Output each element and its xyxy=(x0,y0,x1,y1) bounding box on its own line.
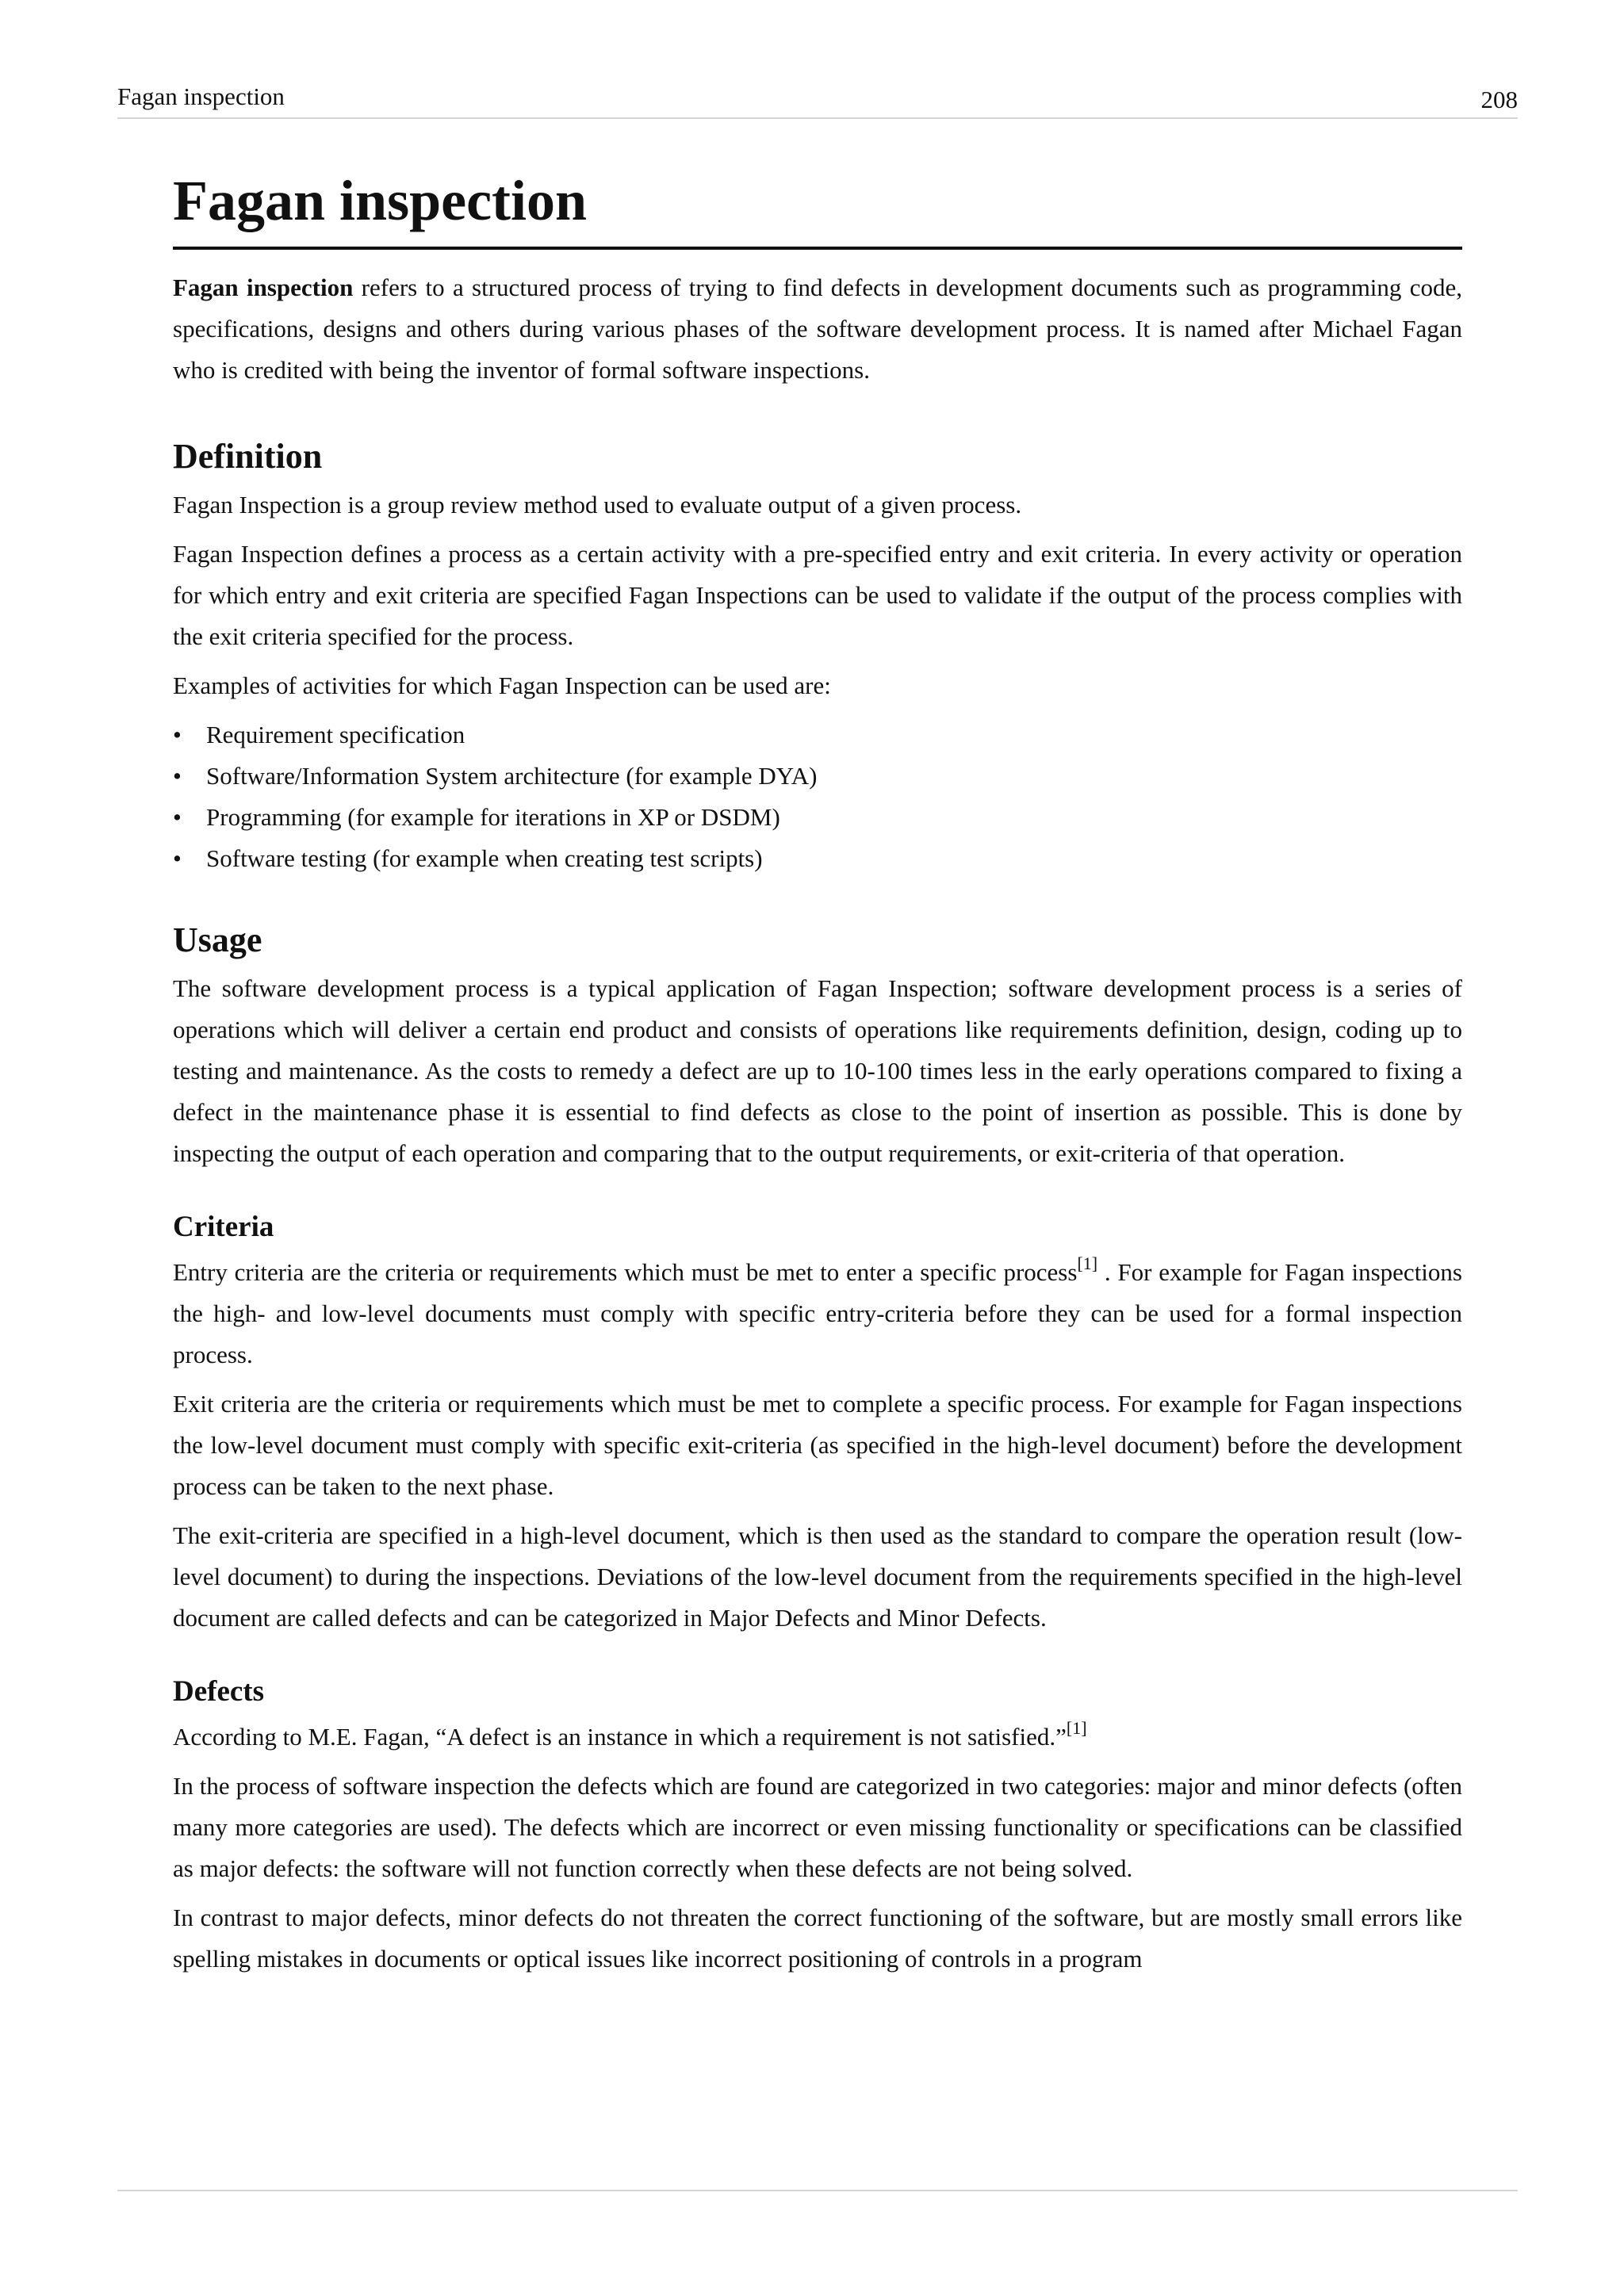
list-item xyxy=(173,797,1462,838)
list-item-text: Requirement specification xyxy=(206,721,465,748)
criteria-paragraph-1 xyxy=(173,1252,1462,1376)
defects-quote: According to M.E. Fagan, “A defect is an instance in which a requirement is not satisfied.” xyxy=(173,1723,1067,1751)
section-heading-definition: Definition xyxy=(173,437,323,476)
article-title: Fagan inspection xyxy=(173,163,1462,250)
reference-link[interactable]: [1] xyxy=(1066,1718,1087,1738)
intro-lead-term: Fagan inspection xyxy=(173,274,354,301)
list-item xyxy=(173,756,1462,797)
section-heading-usage: Usage xyxy=(173,920,262,959)
bullet-icon: • xyxy=(173,762,182,790)
definition-paragraph-1: Fagan Inspection is a group review method used to evaluate output of a given process. xyxy=(173,491,1022,519)
running-title: Fagan inspection xyxy=(117,82,285,110)
defects-paragraph-1 xyxy=(173,1716,1462,1758)
page-number: 208 xyxy=(1480,86,1518,113)
reference-link[interactable]: [1] xyxy=(1077,1253,1098,1273)
definition-paragraph-2: Fagan Inspection defines a process as a certain activity with a pre-specified entry and exit criteria. In every activity or operation for which entry and exit criteria are specified Fagan Inspections can be used to validate if the output of the process complies with the exit criteria specified for the process. xyxy=(173,540,1462,650)
defects-paragraph-2: In the process of software inspection the defects which are found are categorized in two categories: major and minor defects (often many more categories are used). The defects which are incorrect or even missing functionality or specifications can be classified as major defects: the software will not function correctly when these defects are not being solved. xyxy=(173,1772,1462,1882)
list-item xyxy=(173,838,1462,879)
criteria-paragraph-3: The exit-criteria are specified in a high-level document, which is then used as the standard to compare the operation result (low-level document) to during the inspections. Deviations of the low-level document from the requirements specified in the high-level document are called defects and can be categorized in Major Defects and Minor Defects. xyxy=(173,1521,1462,1632)
subsection-heading-criteria: Criteria xyxy=(173,1211,274,1243)
criteria-text-before-ref: Entry criteria are the criteria or requirements which must be met to enter a specific process xyxy=(173,1258,1078,1286)
intro-text: refers to a structured process of trying to find defects in development documents such as programming code, specifications, designs and others during various phases of the software development process. It is named after Michael Fagan who is credited with being the inventor of formal software inspections. xyxy=(173,274,1463,384)
list-item-text: Software/Information System architecture (for example DYA) xyxy=(206,762,818,790)
usage-paragraph: The software development process is a typical application of Fagan Inspection; software development process is a series of operations which will deliver a certain end product and consists of operations like requirements definition, design, coding up to testing and maintenance. As the costs to remedy a defect are up to 10-100 times less in the early operations compared to fixing a defect in the maintenance phase it is essential to find defects as close to the point of insertion as possible. This is done by inspecting the output of each operation and comparing that to the output requirements, or exit-criteria of that operation. xyxy=(173,974,1462,1167)
bullet-icon: • xyxy=(173,803,182,831)
list-item-text: Programming (for example for iterations in XP or DSDM) xyxy=(206,803,780,831)
footer-divider xyxy=(117,2190,1518,2191)
defects-paragraph-3: In contrast to major defects, minor defects do not threaten the correct functioning of the software, but are mostly small errors like spelling mistakes in documents or optical issues like incorrect positioning of controls in a program xyxy=(173,1904,1462,1973)
running-header xyxy=(117,78,1518,119)
bullet-icon: • xyxy=(173,844,182,872)
bullet-icon: • xyxy=(173,721,182,748)
list-item-text: Software testing (for example when creating test scripts) xyxy=(206,844,763,872)
list-item xyxy=(173,714,1462,756)
criteria-text-after-ref: . For example for Fagan inspections the high- and low-level documents must comply with specific entry-criteria before they can be used for a formal inspection process. xyxy=(173,1258,1462,1368)
intro-paragraph xyxy=(173,267,1462,391)
article-body xyxy=(173,163,1462,1980)
activity-list xyxy=(173,714,1462,879)
criteria-paragraph-2: Exit criteria are the criteria or requirements which must be met to complete a specific process. For example for Fagan inspections the low-level document must comply with specific exit-criteria (as specified in the high-level document) before the development process can be taken to the next phase. xyxy=(173,1390,1462,1500)
subsection-heading-defects: Defects xyxy=(173,1675,265,1708)
definition-paragraph-3: Examples of activities for which Fagan Inspection can be used are: xyxy=(173,672,831,699)
